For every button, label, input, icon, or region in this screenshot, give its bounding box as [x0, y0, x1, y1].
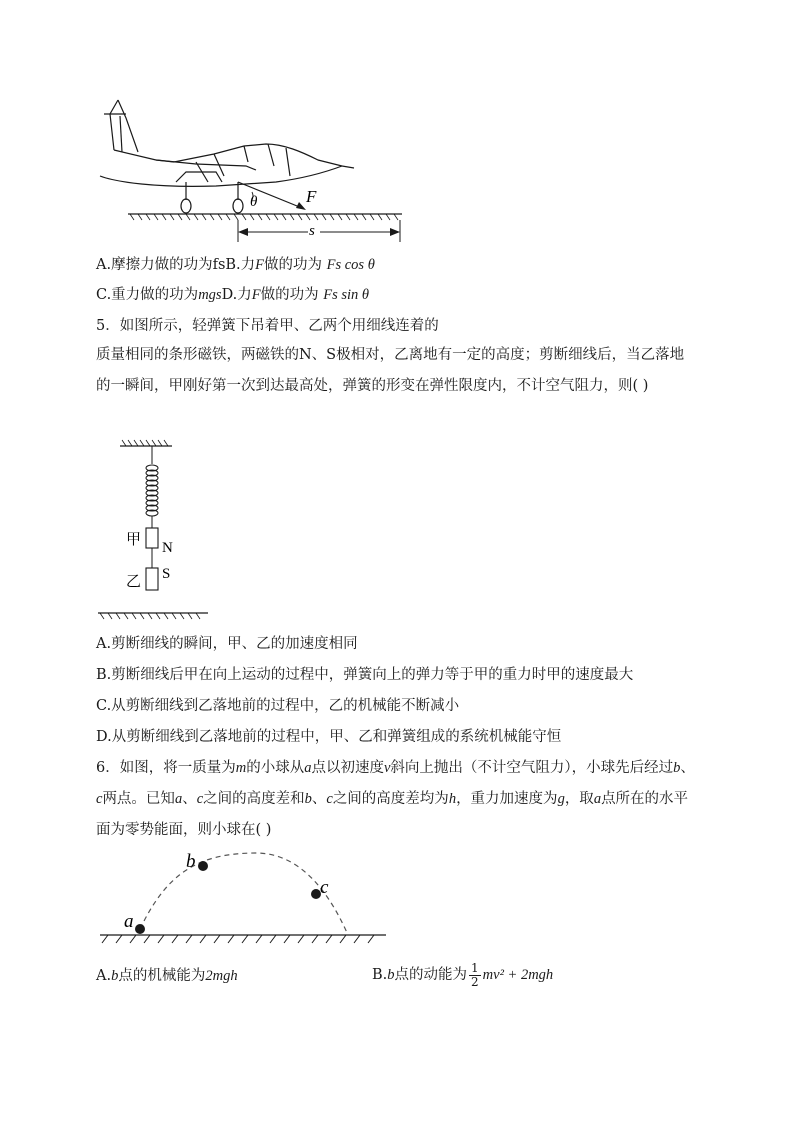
q4-option-a: A.摩擦力做的功为fs	[96, 257, 226, 273]
label-b: b	[186, 851, 196, 872]
q5-option-b: B.剪断细线后甲在向上运动的过程中，弹簧向上的弹力等于甲的重力时甲的速度最大	[96, 667, 634, 683]
airplane-figure	[96, 96, 416, 246]
label-pole-n: N	[162, 540, 173, 556]
label-pole-s: S	[162, 566, 171, 582]
q4-option-c: C.重力做的功为	[96, 287, 199, 303]
force-label: F	[306, 187, 317, 206]
spring-magnets-figure	[96, 438, 216, 622]
q5-option-a: A.剪断细线的瞬间，甲、乙的加速度相同	[96, 636, 358, 652]
q4-option-d-expr: Fs sin θ	[323, 287, 370, 303]
q5-stem: 质量相同的条形磁铁，两磁铁的N、S极相对，乙离地有一定的高度；剪断细线后，当乙落地的一瞬间，甲刚好第一次到达最高处，弹簧的形变在弹性限度内，不计空气阻力，则( )	[96, 347, 685, 394]
q6-option-b: B.b点的动能为 $\frac{1}{2}$ mv² + 2mgh	[372, 960, 554, 989]
q4-option-b-expr: Fs cos θ	[326, 257, 375, 273]
label-yi: 乙	[126, 574, 142, 590]
displacement-label: s	[309, 223, 315, 239]
trajectory-figure	[96, 845, 392, 945]
label-a: a	[124, 911, 134, 932]
q5-stem-line1: 5．如图所示，轻弹簧下吊着甲、乙两个用细线连着的	[96, 318, 439, 334]
label-jia: 甲	[126, 532, 142, 548]
q4-options-row-2: C.重力做的功为mgsD.力F做的功为 Fs sin θ	[96, 287, 370, 303]
label-c: c	[320, 877, 329, 898]
q5-option-d: D.从剪断细线到乙落地前的过程中，甲、乙和弹簧组成的系统机械能守恒	[96, 729, 562, 745]
q5-option-c: C.从剪断细线到乙落地前的过程中，乙的机械能不断减小	[96, 698, 460, 714]
point-a	[135, 924, 145, 934]
angle-label: θ	[250, 194, 258, 210]
q4-options-row-1: A.摩擦力做的功为fsB.力F做的功为 Fs cos θ	[96, 257, 375, 273]
q6-option-a: A.b点的机械能为2mgh	[96, 968, 238, 984]
q6-stem: 6．如图，将一质量为m的小球从a点以初速度v斜向上抛出（不计空气阻力），小球先后经过b、c两点。已知a、c之间的高度差和b、c之间的高度差均为h，重力加速度为g，取a点所在的水平面为零势能面，则小球在( )	[96, 760, 695, 838]
fraction-one-half: $\frac{1}{2}$	[471, 960, 479, 989]
point-b	[198, 861, 208, 871]
